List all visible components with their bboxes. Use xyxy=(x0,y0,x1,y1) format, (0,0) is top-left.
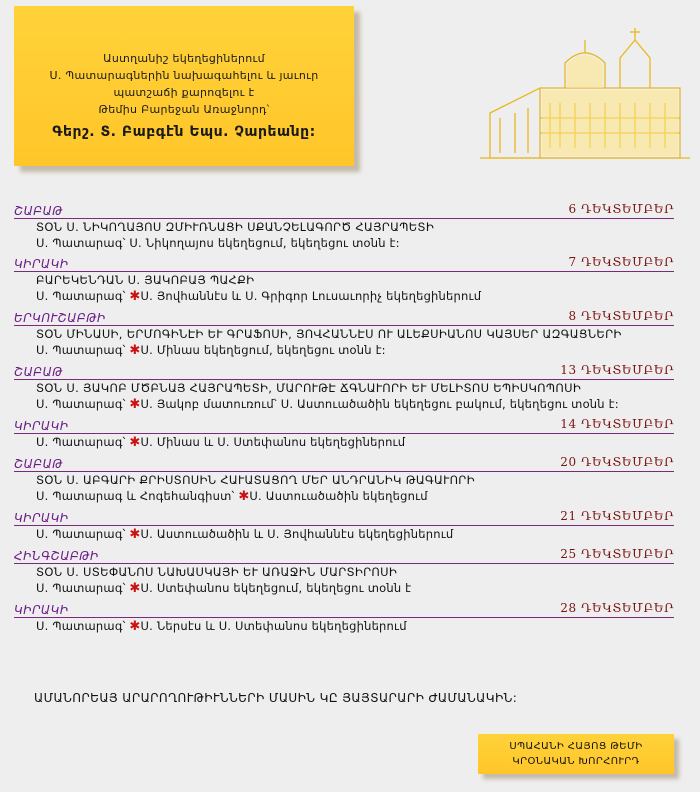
council-box xyxy=(478,734,674,774)
day-row xyxy=(14,204,674,219)
date-label: 6 ԴԵԿՏԵՄԲԵՐ xyxy=(568,202,674,216)
day-label: ԵՐԿՈՒՇԱԲԹԻ xyxy=(14,311,106,325)
event-item xyxy=(14,204,674,251)
day-label: ԿԻՐԱԿԻ xyxy=(14,419,69,433)
liturgy-prefix: Ս. Պատարագ՝ xyxy=(36,343,130,357)
event-item xyxy=(14,549,674,597)
liturgy-prefix: Ս. Պատարագ՝ xyxy=(36,435,130,449)
star-icon: ✱ xyxy=(129,397,141,412)
date-label: 20 ԴԵԿՏԵՄԲԵՐ xyxy=(560,455,674,469)
header-lines xyxy=(14,50,354,140)
star-icon: ✱ xyxy=(129,343,141,358)
liturgy-location: Ս. Աստուածածին և Ս. Յովհաննէս եկեղեցիներում xyxy=(140,527,454,541)
date-label: 25 ԴԵԿՏԵՄԲԵՐ xyxy=(560,547,674,561)
liturgy-line xyxy=(36,342,674,359)
events-list xyxy=(14,204,674,641)
header-box xyxy=(14,6,354,166)
new-year-announcement: ԱՄԱՆՈՐԵԱՅ ԱՐԱՐՈՂՈՒԹԻՒՆՆԵՐԻ ՄԱՍԻՆ ԿԸ ՅԱՅՏԱՐԱՐԻ ԺԱՄԱՆԱԿԻՆ: xyxy=(34,691,518,705)
feast-title: ՏՕՆ Ս. ՅԱԿՈԲ ՄԾԲՆԱՅ ՀԱՅՐԱՊԵՏԻ, ՄԱՐՈՒԹԷ ՃԳՆԱՒՈՐԻ ԵՒ ՄԵԼԻՏՈՍ ԵՊԻՍԿՈՊՈՍԻ xyxy=(36,381,582,395)
star-icon: ✱ xyxy=(129,527,141,542)
liturgy-line xyxy=(36,396,674,413)
liturgy-prefix: Ս. Պատարագ՝ xyxy=(36,236,130,250)
council-line-2: ԿՐՕՆԱԿԱՆ ԽՈՐՀՈՒՐԴ xyxy=(512,756,640,767)
liturgy-line xyxy=(36,488,674,505)
date-label: 28 ԴԵԿՏԵՄԲԵՐ xyxy=(560,601,674,615)
day-label: ԿԻՐԱԿԻ xyxy=(14,511,69,525)
feast-title: ՏՕՆ ՄԻՆԱՍԻ, ԵՐՄՈԳԻՆԷԻ ԵՒ ԳՐԱՖՈՍԻ, ՅՈՎՀԱՆՆԷՍ ՈՒ ԱԼԵՔՍԻԱՆՈՍ ԿԱՅՍԵՐ ԱԶԳԱՑՆԵՐԻ xyxy=(36,327,622,341)
day-row xyxy=(14,365,674,380)
day-row xyxy=(14,511,674,526)
day-label: ԿԻՐԱԿԻ xyxy=(14,603,69,617)
day-label: ՇԱԲԱԹ xyxy=(14,204,64,218)
event-item xyxy=(14,603,674,635)
date-label: 14 ԴԵԿՏԵՄԲԵՐ xyxy=(560,417,674,431)
day-row xyxy=(14,311,674,326)
liturgy-line xyxy=(36,618,674,635)
liturgy-location: Ս. Նիկողայոս եկեղեցում, եկեղեցու տօնն է: xyxy=(129,236,400,250)
day-row xyxy=(14,419,674,434)
header-line-4: Թեմիս Բարեջան Առաջնորդ՝ xyxy=(98,103,270,116)
liturgy-line xyxy=(36,580,674,597)
church-illustration xyxy=(480,18,690,168)
liturgy-location: Ս. Ստեփանոս եկեղեցում, եկեղեցու տօնն է xyxy=(140,581,412,595)
header-line-2: Ս. Պատարագներին նախագահելու և յաւուր xyxy=(49,69,319,82)
liturgy-prefix: Ս. Պատարագ՝ xyxy=(36,619,130,633)
liturgy-location: Ս. Աստուածածին եկեղեցում xyxy=(249,489,428,503)
event-item xyxy=(14,511,674,543)
star-icon: ✱ xyxy=(129,619,141,634)
event-item xyxy=(14,365,674,413)
event-item xyxy=(14,311,674,359)
event-item xyxy=(14,257,674,305)
liturgy-location: Ս. Յովհաննէս և Ս. Գրիգոր Լուսաւորիչ եկեղեցիներում xyxy=(140,289,482,303)
liturgy-prefix: Ս. Պատարագ և Հոգեհանգիստ՝ xyxy=(36,489,239,503)
liturgy-prefix: Ս. Պատարագ՝ xyxy=(36,289,130,303)
feast-title: ՏՕՆ Ս. ՆԻԿՈՂԱՅՈՍ ԶՄԻՒՌՆԱՑԻ ՍՔԱՆՉԵԼԱԳՈՐԾ ՀԱՅՐԱՊԵՏԻ xyxy=(36,220,435,234)
day-label: ԿԻՐԱԿԻ xyxy=(14,257,69,271)
feast-title: ԲԱՐԵԿԵՆԴԱՆ Ս. ՅԱԿՈԲԱՅ ՊԱՀՔԻ xyxy=(36,273,255,287)
liturgy-location: Ս. Յակոբ մատուռում՝ Ս. Աստուածածին եկեղեցու բակում, եկեղեցու տօնն է: xyxy=(140,397,619,411)
star-icon: ✱ xyxy=(129,289,141,304)
liturgy-prefix: Ս. Պատարագ՝ xyxy=(36,581,130,595)
feast-title: ՏՕՆ Ս. ՍՏԵՓԱՆՈՍ ՆԱԽԱՍԿԱՅԻ ԵՒ ԱՌԱՋԻՆ ՄԱՐՏԻՐՈՍԻ xyxy=(36,565,398,579)
liturgy-line xyxy=(36,235,674,251)
date-label: 7 ԴԵԿՏԵՄԲԵՐ xyxy=(568,255,674,269)
header-line-3: պատշաճի քարոզելու է xyxy=(113,86,255,99)
date-label: 21 ԴԵԿՏԵՄԲԵՐ xyxy=(560,509,674,523)
date-label: 8 ԴԵԿՏԵՄԲԵՐ xyxy=(568,309,674,323)
feast-title: ՏՕՆ Ս. ԱԲԳԱՐԻ ՔՐԻՍՏՈՍԻՆ ՀԱՒԱՏԱՑՈՂ ՄԵՐ ԱՆԴՐԱՆԻԿ ԹԱԳԱՒՈՐԻ xyxy=(36,473,475,487)
liturgy-line xyxy=(36,288,674,305)
liturgy-location: Ս. Մինաս եկեղեցում, եկեղեցու տօնն է: xyxy=(140,343,386,357)
liturgy-line xyxy=(36,526,674,543)
council-line-1: ՍՊԱՀԱՆԻ ՀԱՅՈՑ ԹԵՄԻ xyxy=(509,741,643,752)
star-icon: ✱ xyxy=(238,489,250,504)
day-row xyxy=(14,549,674,564)
header-line-1: Աստղանիշ եկեղեցիներում xyxy=(103,52,265,65)
day-row xyxy=(14,603,674,618)
liturgy-prefix: Ս. Պատարագ՝ xyxy=(36,397,130,411)
day-label: ՀԻՆԳՇԱԲԹԻ xyxy=(14,549,99,563)
liturgy-line xyxy=(36,434,674,451)
day-row xyxy=(14,257,674,272)
liturgy-prefix: Ս. Պատարագ՝ xyxy=(36,527,130,541)
bishop-name: Գերշ. Տ. Բաբգէն Եպս. Չարեանը: xyxy=(52,124,316,140)
day-label: ՇԱԲԱԹ xyxy=(14,457,64,471)
day-row xyxy=(14,457,674,472)
liturgy-location: Ս. Ներսէս և Ս. Ստեփանոս եկեղեցիներում xyxy=(140,619,407,633)
star-icon: ✱ xyxy=(129,435,141,450)
event-item xyxy=(14,419,674,451)
day-label: ՇԱԲԱԹ xyxy=(14,365,64,379)
event-item xyxy=(14,457,674,505)
date-label: 13 ԴԵԿՏԵՄԲԵՐ xyxy=(560,363,674,377)
liturgy-location: Ս. Մինաս և Ս. Ստեփանոս եկեղեցիներում xyxy=(140,435,406,449)
star-icon: ✱ xyxy=(129,581,141,596)
